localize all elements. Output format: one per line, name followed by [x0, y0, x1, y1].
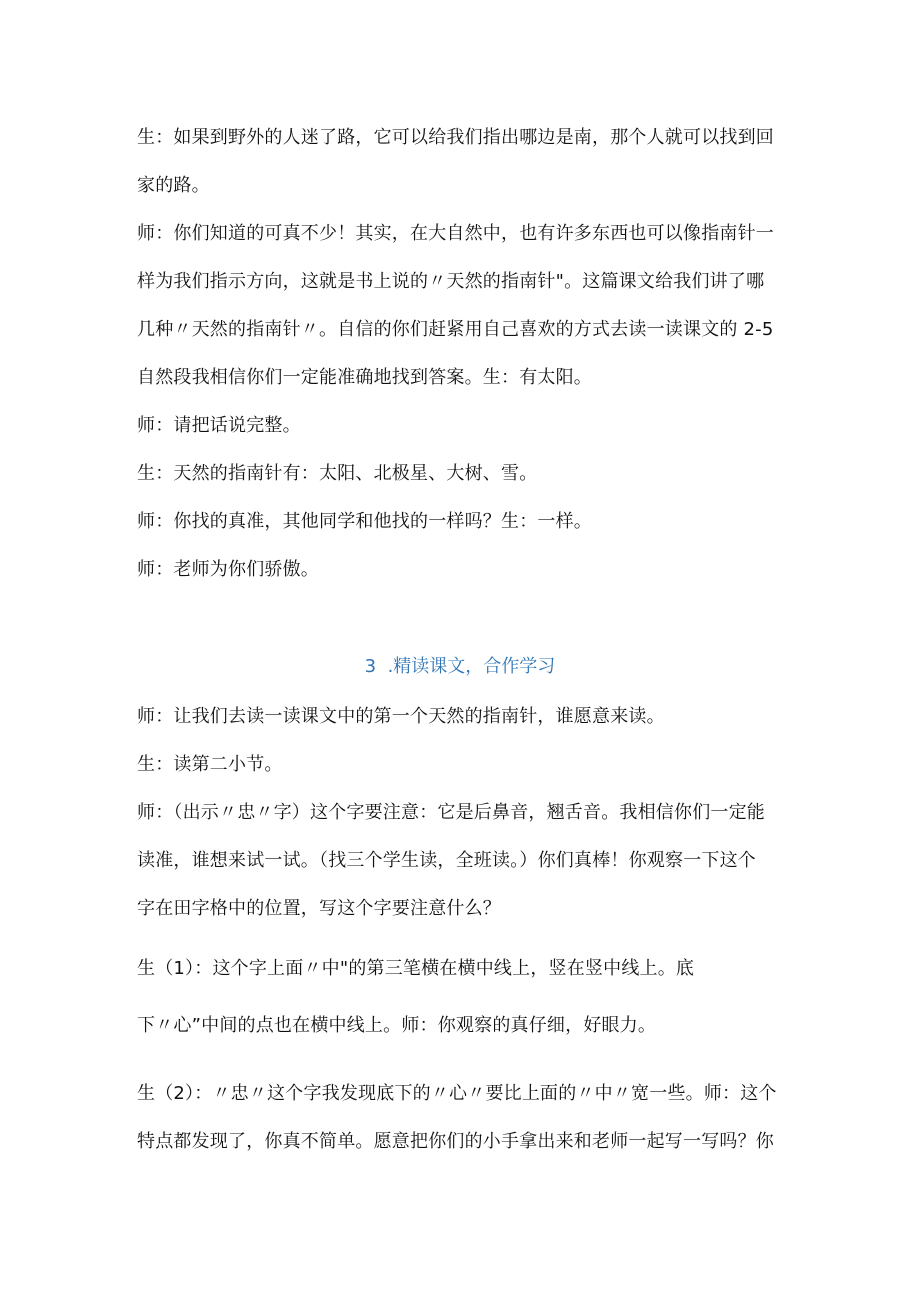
paragraph-line: 家的路。 — [137, 175, 210, 196]
paragraph-line: 读准，谁想来试一试。（找三个学生读，全班读。）你们真棒！你观察一下这个 — [137, 850, 756, 871]
section-title: .精读课文，合作学习 — [387, 656, 556, 677]
paragraph-line: 师：让我们去读一读课文中的第一个天然的指南针，谁愿意来读。 — [137, 706, 665, 727]
paragraph-line: 样为我们指示方向，这就是书上说的〃天然的指南针"。这篇课文给我们讲了哪 — [137, 271, 765, 292]
paragraph-line: 生（2）：〃忠〃这个字我发现底下的〃心〃要比上面的〃中〃宽一些。师：这个 — [137, 1083, 777, 1104]
section-heading — [0, 655, 920, 679]
paragraph-line: 师：你们知道的可真不少！其实，在大自然中，也有许多东西也可以像指南针一 — [137, 223, 774, 244]
paragraph-line: 生：如果到野外的人迷了路，它可以给我们指出哪边是南，那个人就可以找到回 — [137, 127, 774, 148]
paragraph-line: 特点都发现了，你真不简单。愿意把你们的小手拿出来和老师一起写一写吗？你 — [137, 1131, 774, 1152]
paragraph-line: 生：读第二小节。 — [137, 754, 283, 775]
paragraph-line: 师：你找的真准，其他同学和他找的一样吗？生：一样。 — [137, 511, 592, 532]
paragraph-line: 师：老师为你们骄傲。 — [137, 559, 319, 580]
section-number: 3 — [364, 656, 377, 677]
paragraph-line: 生：天然的指南针有：太阳、北极星、大树、雪。 — [137, 463, 538, 484]
paragraph-line: 自然段我相信你们一定能准确地找到答案。生：有太阳。 — [137, 367, 592, 388]
paragraph-line: 几种〃天然的指南针〃。自信的你们赶紧用自己喜欢的方式去读一读课文的 2-5 — [137, 319, 774, 340]
paragraph-line: 师：请把话说完整。 — [137, 415, 301, 436]
paragraph-line: 师：（出示〃忠〃字）这个字要注意：它是后鼻音，翘舌音。我相信你们一定能 — [137, 802, 765, 823]
paragraph-line: 字在田字格中的位置，写这个字要注意什么？ — [137, 898, 501, 919]
paragraph-line: 生（1）：这个字上面〃中"的第三笔横在横中线上，竖在竖中线上。底 — [137, 958, 695, 979]
paragraph-line: 下〃心”中间的点也在横中线上。师：你观察的真仔细，好眼力。 — [137, 1015, 657, 1036]
